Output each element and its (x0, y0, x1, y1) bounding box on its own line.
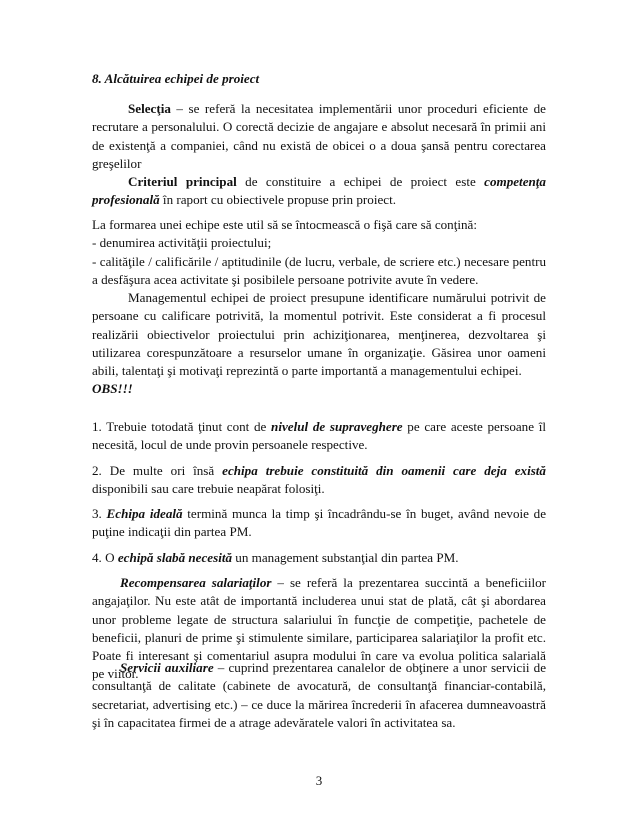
list-item: - calităţile / calificările / aptitudinile (de lucru, verbale, de scriere etc.) necesare pentru a desfăşura acea activitate şi posibilele persoane potrivite avute în vedere. (92, 253, 546, 287)
term-criteriul: Criteriul principal (128, 174, 237, 189)
paragraph-criteriul: Criteriul principal de constituire a echipei de proiect este competenţa profesională în raport cu obiectivele propuse prin proiect. (92, 174, 546, 208)
term-selectia: Selecţia (128, 101, 171, 116)
section-heading: 8. Alcătuirea echipei de proiect (92, 71, 260, 86)
term-recompensare: Recompensarea salariaţilor (120, 575, 272, 590)
page-number: 3 (315, 773, 323, 788)
paragraph-servicii: Servicii auxiliare – cuprind prezentarea canalelor de obţinere a unor servicii de consultanţă de calitate (cabinete de avocatură, de consultanţă financiar-contabilă, secretariat, advertising etc.) – ce duce la mărirea încrederii în afacerea dumneavoastră şi în capacitatea firmei de a atrage adevăratele valori în activitatea sa. (92, 660, 547, 730)
obs-item-3: 3. Echipa ideală termină munca la timp şi încadrându-se în buget, având nevoie de puţine indicaţii din partea PM. (92, 506, 547, 540)
obs-heading: OBS!!! (92, 381, 133, 396)
term-competenta: competenţa profesională (92, 174, 546, 208)
paragraph-fisa: La formarea unei echipe este util să se întocmească o fişă care să conţină: - denumirea activităţii proiectului; - calităţile / calificările / aptitudinile (de lucru, verbale, de scriere etc.) necesare pentru a desfăşura acea activitate şi posibilele persoane potrivite avute în vedere. (92, 216, 546, 289)
paragraph-selectia: Selecţia – se referă la necesitatea implementării unor proceduri eficiente de recrutare a personalului. O corectă decizie de angajare e absolut necesară în primii ani de existenţă a companiei, când nu există de obicei o a doua şansă pentru corectarea greşelilor (92, 101, 546, 171)
obs-item-4: 4. O echipă slabă necesită un management substanţial din partea PM. (92, 550, 459, 565)
paragraph-management: Managementul echipei de proiect presupune identificare numărului potrivit de persoane cu calificare potrivită, la momentul potrivit. Este considerat a fi procesul realizării obiectivelor proiectului prin achiziţionarea, menţinerea, dezvoltarea şi utilizarea corespunzătoare a resurselor umane în organizaţie. Găsirea unor oameni abili, talentaţi şi motivaţi reprezintă o parte importantă a managementului echipei. (92, 290, 546, 379)
list-item: - denumirea activităţii proiectului; (92, 235, 272, 251)
obs-item-1: 1. Trebuie totodată ţinut cont de nivelul de supraveghere pe care aceste persoane îl necesită, locul de unde provin persoanele respective. (92, 419, 546, 453)
paragraph-recompensare: Recompensarea salariaţilor – se referă la prezentarea succintă a beneficiilor angajaţilor. Nu este atât de importantă includerea unui stat de plată, cât şi abordarea unor probleme legate de structura salariului în funcţie de competiţie, pachetele de beneficii, planuri de prime şi stimulente similare, participarea salariaţilor la profit etc. Poate fi interesant şi comentariul asupra modului în care va evolua politica salarială pe viitor. (92, 575, 546, 682)
obs-item-2: 2. De multe ori însă echipa trebuie constituită din oamenii care deja există disponibili sau care trebuie neapărat folosiţi. (92, 463, 546, 497)
term-servicii: Servicii auxiliare (120, 660, 214, 675)
